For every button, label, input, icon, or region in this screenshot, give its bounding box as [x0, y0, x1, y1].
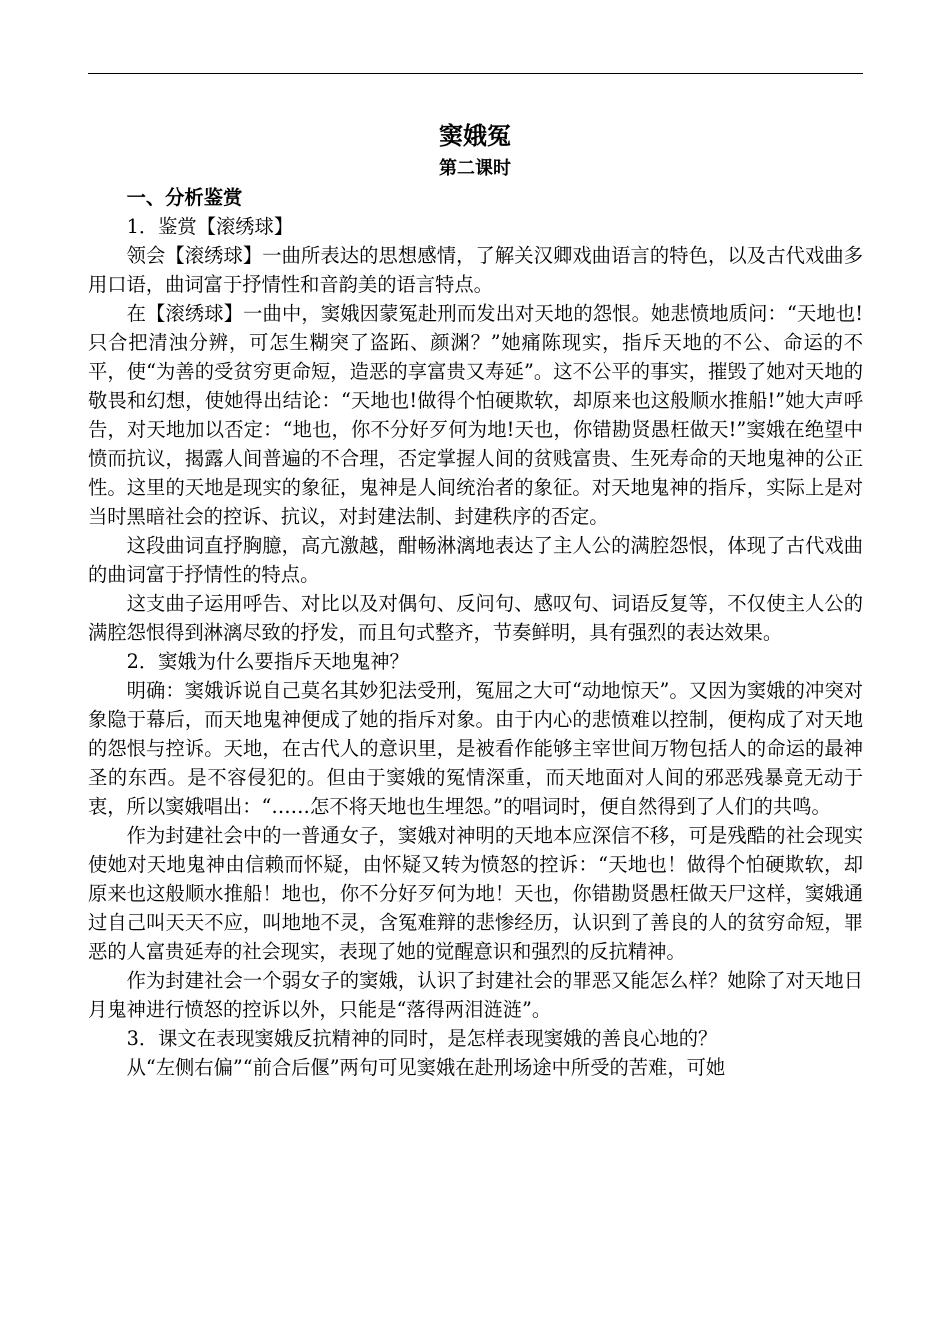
document-body [88, 183, 863, 1082]
paragraph: 明确：窦娥诉说自己莫名其妙犯法受刑，冤屈之大可“动地惊天”。又因为窦娥的冲突对象隐于幕后，而天地鬼神便成了她的指斥对象。由于内心的悲愤难以控制，便构成了对天地的怨恨与控诉。天地，在古代人的意识里，是被看作能够主宰世间万物包括人的命运的最神圣的东西。是不容侵犯的。但由于窦娥的冤情深重，而天地面对人间的邪恶残暴竟无动于衷，所以窦娥唱出：“……怎不将天地也生埋怨。”的唱词时，便自然得到了人们的共鸣。 [88, 679, 863, 818]
paragraph: 领会【滚绣球】一曲所表达的思想感情，了解关汉卿戏曲语言的特色，以及古代戏曲多用口语，曲词富于抒情性和音韵美的语言特点。 [88, 244, 863, 296]
header-rule [88, 73, 863, 74]
section-heading: 一、分析鉴赏 [126, 186, 243, 209]
document-subtitle: 第二课时 [439, 158, 511, 179]
paragraph: 在【滚绣球】一曲中，窦娥因蒙冤赴刑而发出对天地的怨恨。她悲愤地质问：“天地也!只合把清浊分辨，可怎生糊突了盗跖、颜渊？”她痛陈现实，指斥天地的不公、命运的不平，使“为善的受贫穷更命短，造恶的享富贵又寿延”。这不公平的事实，摧毁了她对天地的敬畏和幻想，使她得出结论：“天地也!做得个怕硬欺软，却原来也这般顺水推船!”她大声呼告，对天地加以否定：“地也，你不分好歹何为地!天也，你错勘贤愚枉做天!”窦娥在绝望中愤而抗议，揭露人间普遍的不合理，否定掌握人间的贫贱富贵、生死寿命的天地鬼神的公正性。这里的天地是现实的象征，鬼神是人间统治者的象征。对天地鬼神的指斥，实际上是对当时黑暗社会的控诉、抗议，对封建法制、封建秩序的否定。 [88, 302, 863, 528]
paragraph: 1．鉴赏【滚绣球】 [126, 215, 294, 238]
paragraph: 作为封建社会中的一普通女子，窦娥对神明的天地本应深信不移，可是残酷的社会现实使她对天地鬼神由信赖而怀疑，由怀疑又转为愤怒的控诉：“天地也！做得个怕硬欺软，却原来也这般顺水推船！地也，你不分好歹何为地！天也，你错勘贤愚枉做天尸这样，窦娥通过自己叫天天不应，叫地地不灵，含冤难辩的悲惨经历，认识到了善良的人的贫穷命短，罪恶的人富贵延寿的社会现实，表现了她的觉醒意识和强烈的反抗精神。 [88, 824, 863, 963]
paragraph: 从“左侧右偏”“前合后偃”两句可见窦娥在赴刑场途中所受的苦难，可她 [126, 1056, 726, 1079]
paragraph: 2．窦娥为什么要指斥天地鬼神？ [126, 650, 409, 673]
paragraph: 这段曲词直抒胸臆，高亢激越，酣畅淋漓地表达了主人公的满腔怨恨，体现了古代戏曲的曲词富于抒情性的特点。 [88, 534, 863, 586]
paragraph: 作为封建社会一个弱女子的窦娥，认识了封建社会的罪恶又能怎么样？她除了对天地日月鬼神进行愤怒的控诉以外，只能是“落得两泪涟涟”。 [88, 969, 863, 1021]
paragraph: 这支曲子运用呼告、对比以及对偶句、反问句、感叹句、词语反复等，不仅使主人公的满腔怨恨得到淋漓尽致的抒发，而且句式整齐，节奏鲜明，具有强烈的表达效果。 [88, 592, 863, 644]
paragraph: 3．课文在表现窦娥反抗精神的同时，是怎样表现窦娥的善良心地的？ [126, 1027, 718, 1050]
document-title: 窦娥冤 [439, 121, 511, 150]
